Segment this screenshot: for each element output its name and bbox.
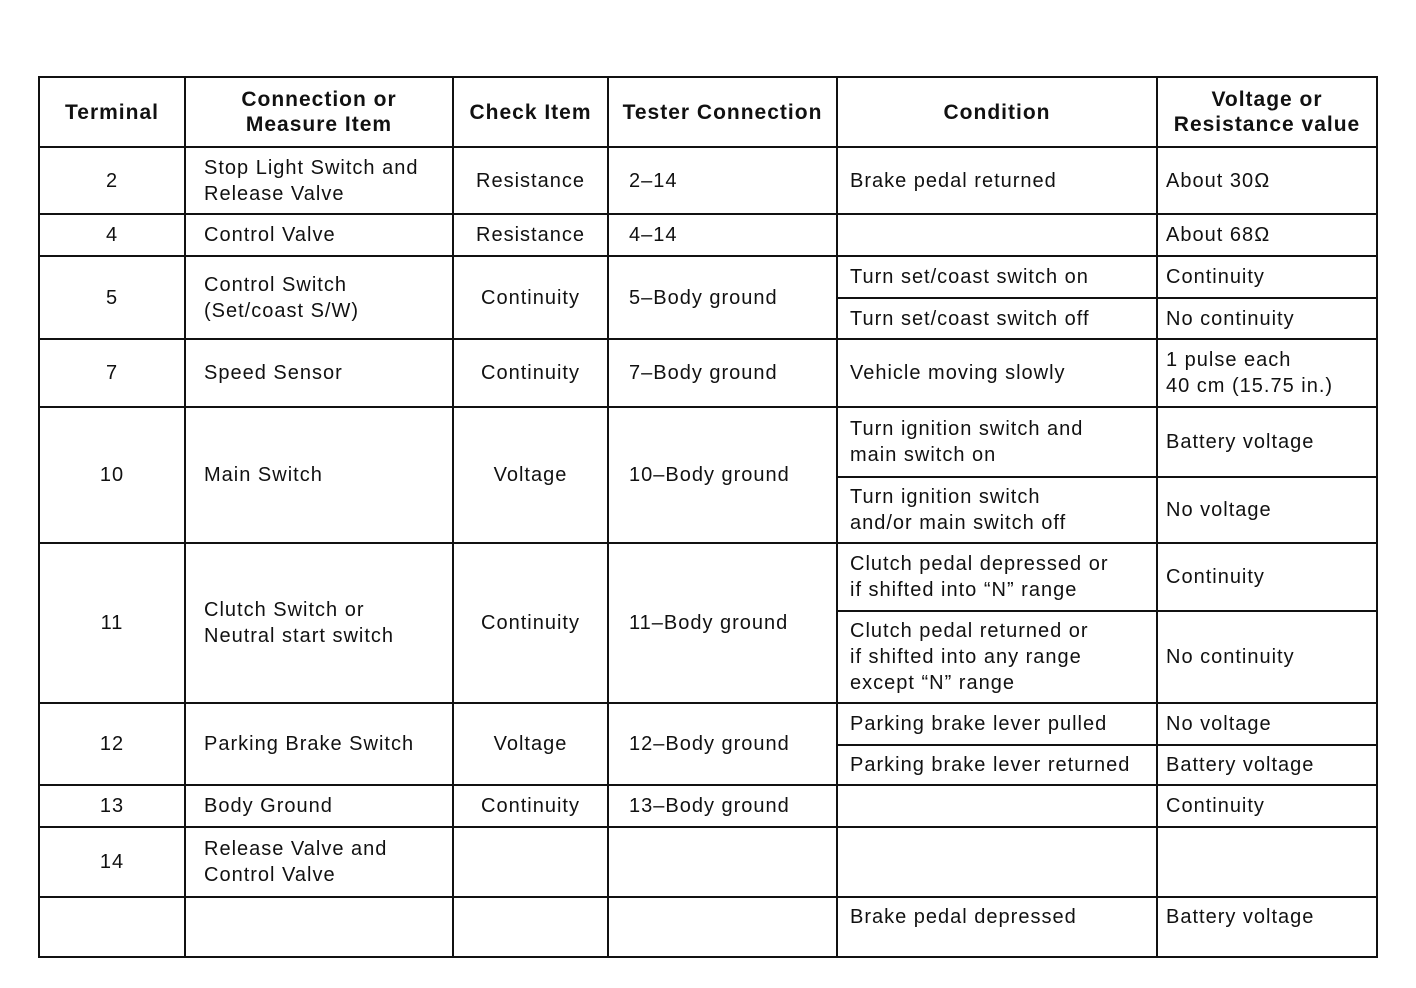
value-cell: No continuity [1157,298,1377,339]
value-cell: About 68Ω [1157,214,1377,256]
terminal-cell: 2 [39,147,185,214]
value-cell: Battery voltage [1157,897,1377,957]
header-value: Voltage or Resistance value [1157,77,1377,147]
table-row-truncated [39,897,1377,957]
check-item-cell: Continuity [453,543,608,703]
connection-cell: Release Valve and Control Valve [185,827,453,897]
value-cell: Battery voltage [1157,745,1377,785]
table-row [39,214,1377,256]
tester-connection-cell: 12–Body ground [608,703,837,785]
header-condition: Condition [837,77,1157,147]
condition-cell [837,827,1157,897]
tester-connection-cell: 13–Body ground [608,785,837,827]
condition-cell: Turn set/coast switch off [837,298,1157,339]
value-cell: Continuity [1157,256,1377,298]
terminal-cell: 7 [39,339,185,407]
terminal-cell: 10 [39,407,185,543]
table-row [39,543,1377,611]
tester-connection-cell: 5–Body ground [608,256,837,339]
table-row [39,147,1377,214]
table-row [39,785,1377,827]
connection-cell: Main Switch [185,407,453,543]
tester-connection-cell: 2–14 [608,147,837,214]
condition-cell: Parking brake lever returned [837,745,1157,785]
check-item-cell [453,827,608,897]
terminal-cell [39,897,185,957]
value-cell: No continuity [1157,611,1377,703]
terminal-cell: 4 [39,214,185,256]
header-check-item: Check Item [453,77,608,147]
table-row [39,256,1377,298]
condition-cell: Clutch pedal depressed or if shifted into “N” range [837,543,1157,611]
condition-cell: Vehicle moving slowly [837,339,1157,407]
condition-cell [837,214,1157,256]
value-cell: No voltage [1157,477,1377,543]
terminal-cell: 13 [39,785,185,827]
header-tester-connection: Tester Connection [608,77,837,147]
table-header-row [39,77,1377,147]
table-row [39,703,1377,745]
condition-cell: Brake pedal depressed [837,897,1157,957]
connection-cell [185,897,453,957]
spec-sheet [38,76,1376,928]
check-item-cell: Resistance [453,214,608,256]
tester-connection-cell: 10–Body ground [608,407,837,543]
condition-cell: Turn ignition switch and main switch on [837,407,1157,477]
table-row [39,827,1377,897]
condition-cell: Turn ignition switch and/or main switch off [837,477,1157,543]
value-cell: About 30Ω [1157,147,1377,214]
connection-cell: Body Ground [185,785,453,827]
condition-cell [837,785,1157,827]
condition-cell: Turn set/coast switch on [837,256,1157,298]
header-terminal: Terminal [39,77,185,147]
connection-cell: Stop Light Switch and Release Valve [185,147,453,214]
value-cell: Battery voltage [1157,407,1377,477]
value-cell [1157,827,1377,897]
value-cell: No voltage [1157,703,1377,745]
terminal-check-table [38,76,1378,958]
condition-cell: Clutch pedal returned or if shifted into any range except “N” range [837,611,1157,703]
tester-connection-cell [608,897,837,957]
tester-connection-cell: 11–Body ground [608,543,837,703]
terminal-cell: 5 [39,256,185,339]
connection-cell: Control Valve [185,214,453,256]
connection-cell: Control Switch (Set/coast S/W) [185,256,453,339]
check-item-cell: Voltage [453,703,608,785]
value-cell: 1 pulse each 40 cm (15.75 in.) [1157,339,1377,407]
check-item-cell: Resistance [453,147,608,214]
connection-cell: Clutch Switch or Neutral start switch [185,543,453,703]
tester-connection-cell: 7–Body ground [608,339,837,407]
terminal-cell: 14 [39,827,185,897]
check-item-cell: Continuity [453,785,608,827]
condition-cell: Brake pedal returned [837,147,1157,214]
value-cell: Continuity [1157,785,1377,827]
check-item-cell: Continuity [453,339,608,407]
connection-cell: Parking Brake Switch [185,703,453,785]
tester-connection-cell: 4–14 [608,214,837,256]
connection-cell: Speed Sensor [185,339,453,407]
tester-connection-cell [608,827,837,897]
check-item-cell: Voltage [453,407,608,543]
table-row [39,407,1377,477]
table-row [39,339,1377,407]
value-cell: Continuity [1157,543,1377,611]
terminal-cell: 12 [39,703,185,785]
check-item-cell [453,897,608,957]
header-connection: Connection or Measure Item [185,77,453,147]
terminal-cell: 11 [39,543,185,703]
condition-cell: Parking brake lever pulled [837,703,1157,745]
check-item-cell: Continuity [453,256,608,339]
